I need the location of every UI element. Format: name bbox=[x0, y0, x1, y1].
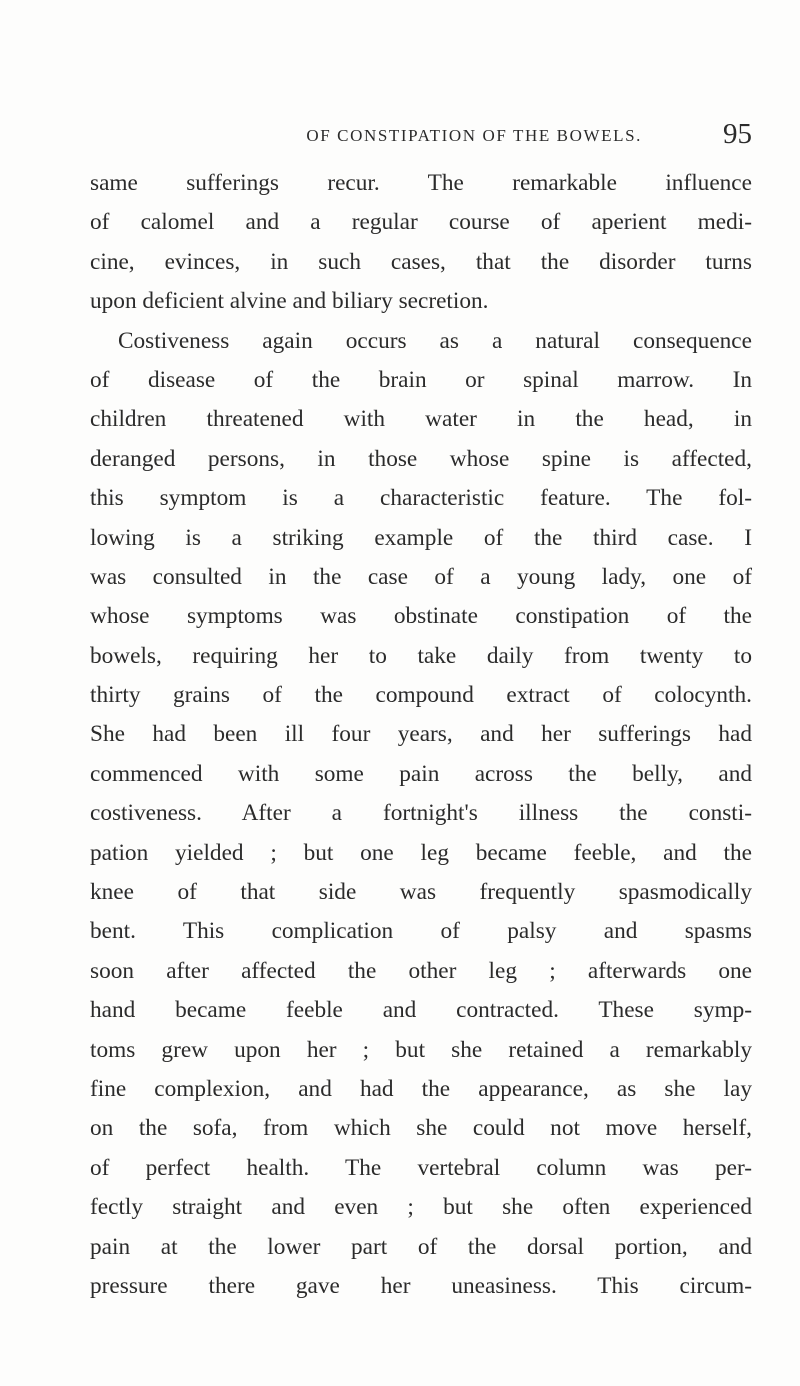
text-line: of calomel and a regular course of aperient medi- bbox=[90, 209, 752, 236]
text-line: lowing is a striking example of the third case. I bbox=[90, 524, 752, 551]
text-line: deranged persons, in those whose spine is affected, bbox=[90, 445, 752, 472]
text-line: this symptom is a characteristic feature. The fol- bbox=[90, 485, 752, 512]
text-line: same sufferings recur. The remarkable influence bbox=[90, 170, 752, 196]
text-line: pation yielded ; but one leg became feeble, and the bbox=[90, 839, 752, 866]
text-line: on the sofa, from which she could not move herself, bbox=[90, 1115, 752, 1142]
text-line: cine, evinces, in such cases, that the disorder turns bbox=[90, 248, 752, 275]
text-line: knee of that side was frequently spasmodically bbox=[90, 879, 752, 906]
text-line: whose symptoms was obstinate constipation of the bbox=[90, 603, 752, 630]
text-line: pressure there gave her uneasiness. This circum- bbox=[90, 1272, 752, 1299]
body-text bbox=[90, 164, 752, 1306]
text-line: Costiveness again occurs as a natural consequence bbox=[118, 327, 752, 354]
text-line: commenced with some pain across the belly, and bbox=[90, 760, 752, 787]
text-line: thirty grains of the compound extract of colocynth. bbox=[90, 682, 752, 709]
text-line: fine complexion, and had the appearance, as she lay bbox=[90, 1075, 752, 1102]
text-line: children threatened with water in the head, in bbox=[90, 406, 752, 433]
text-line: bent. This complication of palsy and spasms bbox=[90, 918, 752, 945]
text-line: costiveness. After a fortnight's illness the consti- bbox=[90, 800, 752, 827]
text-line: fectly straight and even ; but she often experienced bbox=[90, 1194, 752, 1221]
running-head bbox=[90, 118, 752, 154]
text-line: soon after affected the other leg ; afterwards one bbox=[90, 957, 752, 984]
text-line: She had been ill four years, and her sufferings had bbox=[90, 721, 752, 748]
text-line: hand became feeble and contracted. These symp- bbox=[90, 997, 752, 1024]
text-line: of disease of the brain or spinal marrow. In bbox=[90, 366, 752, 393]
text-line: upon deficient alvine and biliary secretion. bbox=[90, 288, 489, 315]
text-line: bowels, requiring her to take daily from twenty to bbox=[90, 642, 752, 669]
text-line: toms grew upon her ; but she retained a remarkably bbox=[90, 1036, 752, 1063]
page-number: 95 bbox=[723, 118, 752, 150]
text-line: of perfect health. The vertebral column was per- bbox=[90, 1154, 752, 1181]
text-line: was consulted in the case of a young lady, one of bbox=[90, 563, 752, 590]
text-line: pain at the lower part of the dorsal portion, and bbox=[90, 1233, 752, 1260]
running-title: OF CONSTIPATION OF THE BOWELS. bbox=[306, 126, 642, 145]
